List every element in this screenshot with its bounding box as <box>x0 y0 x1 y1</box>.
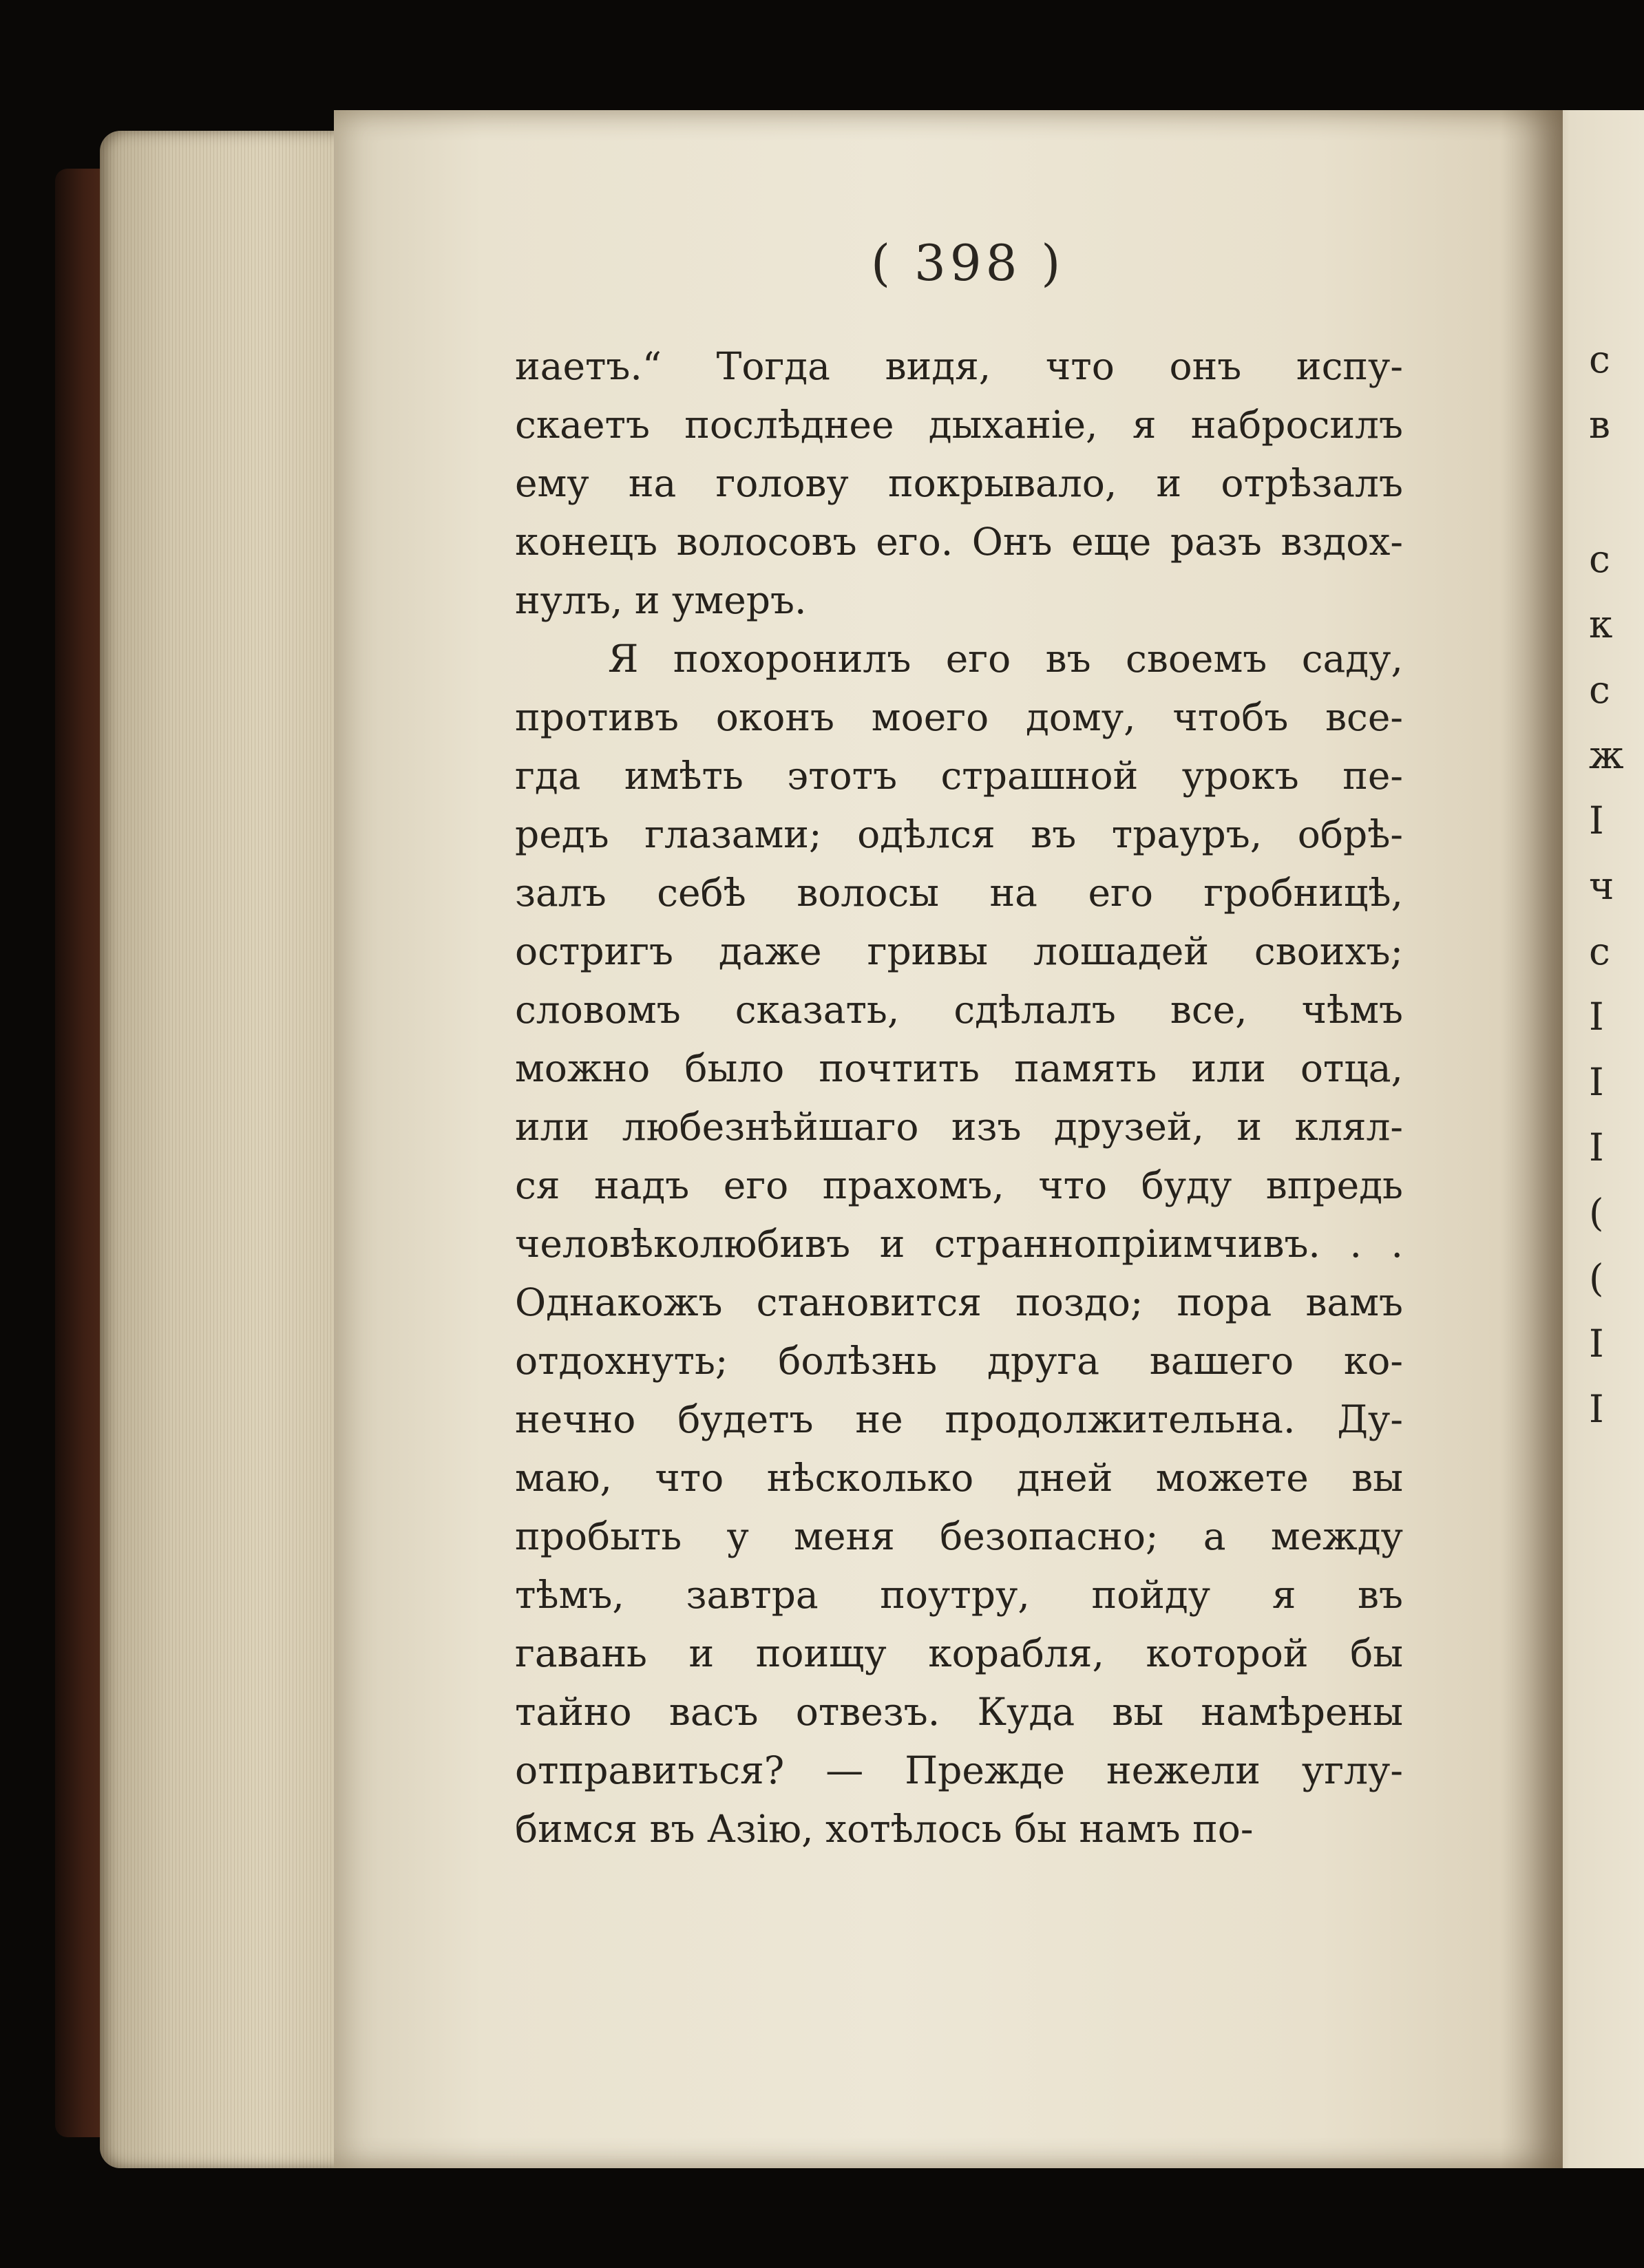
page-number: ( 398 ) <box>871 234 1065 292</box>
right-page-letter: I <box>1589 1125 1604 1169</box>
text-line: нулъ, и умеръ. <box>515 578 807 622</box>
page-text <box>515 337 1403 1858</box>
right-page-letter: ч <box>1589 864 1614 908</box>
text-line: пробыть у меня безопасно; а между <box>515 1514 1403 1558</box>
right-page-letter: I <box>1589 798 1604 842</box>
text-line: нечно будетъ не продолжительна. Ду- <box>515 1397 1403 1441</box>
text-line: отдохнуть; болѣзнь друга вашего ко- <box>515 1339 1403 1383</box>
text-line: человѣколюбивъ и страннопріимчивъ. . . <box>515 1222 1403 1266</box>
text-line: отправиться? — Прежде нежели углу- <box>515 1748 1403 1792</box>
text-line: противъ оконъ моего дому, чтобъ все- <box>515 695 1403 739</box>
right-page-letter: с <box>1589 668 1610 712</box>
text-line: тѣмъ, завтра поутру, пойду я въ <box>515 1573 1403 1617</box>
right-page-letter: I <box>1589 1322 1604 1366</box>
text-line: редъ глазами; одѣлся въ трауръ, обрѣ- <box>515 812 1403 856</box>
right-page-letter: с <box>1589 337 1610 381</box>
page-edges <box>100 131 372 2168</box>
text-line: гда имѣть этотъ страшной урокъ пе- <box>515 754 1403 798</box>
right-page-letter: к <box>1589 602 1613 646</box>
right-page-letter: I <box>1589 1060 1604 1104</box>
text-line: ему на голову покрывало, и отрѣзалъ <box>515 461 1403 505</box>
text-line: иаетъ.“ Тогда видя, что онъ испу- <box>515 344 1403 388</box>
right-page-letter: I <box>1589 995 1604 1039</box>
text-line: словомъ сказать, сдѣлалъ все, чѣмъ <box>515 988 1403 1032</box>
text-line: залъ себѣ волосы на его гробницѣ, <box>515 871 1403 915</box>
text-line: можно было почтить память или отца, <box>515 1046 1403 1090</box>
text-line: Я похоронилъ его въ своемъ саду, <box>608 637 1403 681</box>
text-line: или любезнѣйшаго изъ друзей, и клял- <box>515 1105 1403 1149</box>
right-page-letter: ж <box>1589 733 1624 777</box>
right-page-letter: с <box>1589 537 1610 581</box>
text-line: конецъ волосовъ его. Онъ еще разъ вздох- <box>515 520 1403 564</box>
text-line: Однакожъ становится поздо; пора вамъ <box>515 1280 1403 1324</box>
text-line: остригъ даже гривы лошадей своихъ; <box>515 929 1403 973</box>
right-page-letter: в <box>1589 403 1610 447</box>
text-line: тайно васъ отвезъ. Куда вы намѣрены <box>515 1690 1403 1734</box>
text-line: гавань и поищу корабля, которой бы <box>515 1631 1403 1675</box>
text-line: скаетъ послѣднее дыханіе, я набросилъ <box>515 403 1403 447</box>
right-page-letter: I <box>1589 1387 1604 1431</box>
text-line: бимся въ Азію, хотѣлось бы намъ по- <box>515 1807 1254 1851</box>
right-page-letter: с <box>1589 929 1610 973</box>
right-page-letter: ( <box>1589 1191 1604 1235</box>
right-page-letter: ( <box>1589 1256 1604 1300</box>
text-line: маю, что нѣсколько дней можете вы <box>515 1456 1403 1500</box>
text-line: ся надъ его прахомъ, что буду впредь <box>515 1163 1403 1207</box>
